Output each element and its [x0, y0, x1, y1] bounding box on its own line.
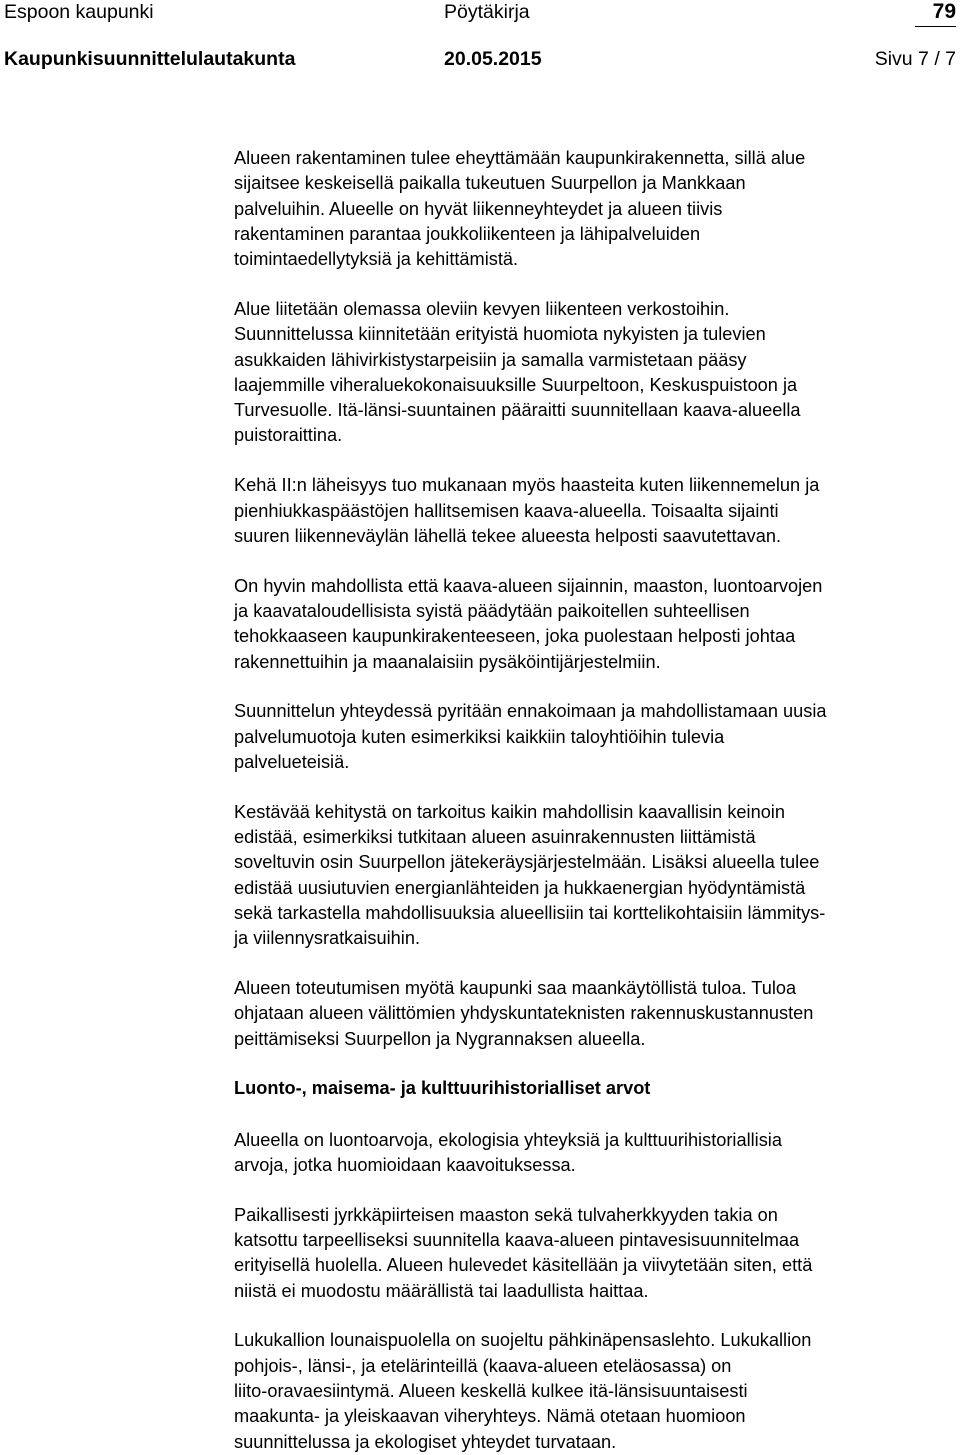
body-paragraph: Kestävää kehitystä on tarkoitus kaikin mahdollisin kaavallisin keinoin edistää, esimerkiksi tutkitaan alueen asuinrakennusten liittämistä soveltuvin osin Suurpellon jätekeräysjärjestelmään. Lisäksi alueella tulee edistää uusiutuvien energianlähteiden ja hukkaenergian hyödyntämistä sekä tarkastella mahdollisuuksia alueellisiin tai korttelikohtaisiin lämmitys- ja viilennysratkaisuihin.: [234, 801, 826, 949]
document-body: [234, 146, 958, 1455]
section-number-underline: [915, 26, 956, 27]
meeting-date: 20.05.2015: [444, 48, 542, 70]
page-indicator: Sivu 7 / 7: [874, 48, 956, 70]
body-paragraph: On hyvin mahdollista että kaava-alueen sijainnin, maaston, luontoarvojen ja kaavataloudellisista syistä päädytään paikoitellen suhteellisen tehokkaaseen kaupunkirakenteeseen, joka puolestaan helposti johtaa rakennettuihin ja maanalaisiin pysäköintijärjestelmiin.: [234, 575, 823, 672]
organization-name: Espoon kaupunki: [4, 1, 154, 23]
body-paragraph: Alueen toteutumisen myötä kaupunki saa maankäytöllistä tuloa. Tuloa ohjataan alueen välittömien yhdyskuntateknisten rakennuskustannusten peittämiseksi Suurpellon ja Nygrannaksen alueella.: [234, 978, 814, 1049]
body-paragraph: Suunnittelun yhteydessä pyritään ennakoimaan ja mahdollistamaan uusia palvelumuotoja kuten esimerkiksi kaikkiin taloyhtiöihin tulevia palvelueteisiä.: [234, 701, 827, 772]
document-type: Pöytäkirja: [444, 1, 530, 23]
section-number: 79: [932, 0, 956, 23]
section-paragraph: Lukukallion lounaispuolella on suojeltu pähkinäpensaslehto. Lukukallion pohjois-, länsi-, ja etelärinteillä (kaava-alueen eteläosassa) on liito-oravaesiintymä. Alueen keskellä kulkee itä-länsisuuntaisesti maakunta- ja yleiskaavan viheryhteys. Nämä otetaan huomioon suunnittelussa ja ekologiset yhteydet turvataan.: [234, 1330, 812, 1452]
committee-name: Kaupunkisuunnittelulautakunta: [4, 48, 296, 70]
section-heading: Luonto-, maisema- ja kulttuurihistorialliset arvot: [234, 1078, 651, 1099]
section-paragraph: Paikallisesti jyrkkäpiirteisen maaston sekä tulvaherkkyyden takia on katsottu tarpeelliseksi suunnitella kaava-alueen pintavesisuunnitelmaa erityisellä huolella. Alueen hulevedet käsitellään ja viivytetään siten, että niistä ei muodostu määrällistä tai laadullista haittaa.: [234, 1204, 813, 1301]
body-paragraph: Alue liitetään olemassa oleviin kevyen liikenteen verkostoihin. Suunnittelussa kiinnitetään erityistä huomiota nykyisten ja tulevien asukkaiden lähivirkistystarpeisiin ja samalla varmistetaan pääsy laajemmille viheraluekokonaisuuksille Suurpeltoon, Keskuspuistoon ja Turvesuolle. Itä-länsi-suuntainen pääraitti suunnitellaan kaava-alueella puistoraittina.: [234, 298, 801, 446]
body-paragraph: Kehä II:n läheisyys tuo mukanaan myös haasteita kuten liikennemelun ja pienhiukkaspäästöjen hallitsemisen kaava-alueella. Toisaalta sijainti suuren liikenneväylän lähellä tekee alueesta helposti saavutettavan.: [234, 475, 820, 546]
section-paragraph: Alueella on luontoarvoja, ekologisia yhteyksiä ja kulttuurihistoriallisia arvoja, jotka huomioidaan kaavoituksessa.: [234, 1129, 782, 1175]
body-paragraph: Alueen rakentaminen tulee eheyttämään kaupunkirakennetta, sillä alue sijaitsee keskeisellä paikalla tukeutuen Suurpellon ja Mankkaan palveluihin. Alueelle on hyvät liikenneyhteydet ja alueen tiivis rakentaminen parantaa joukkoliikenteen ja lähipalveluiden toimintaedellytyksiä ja kehittämistä.: [234, 148, 806, 270]
